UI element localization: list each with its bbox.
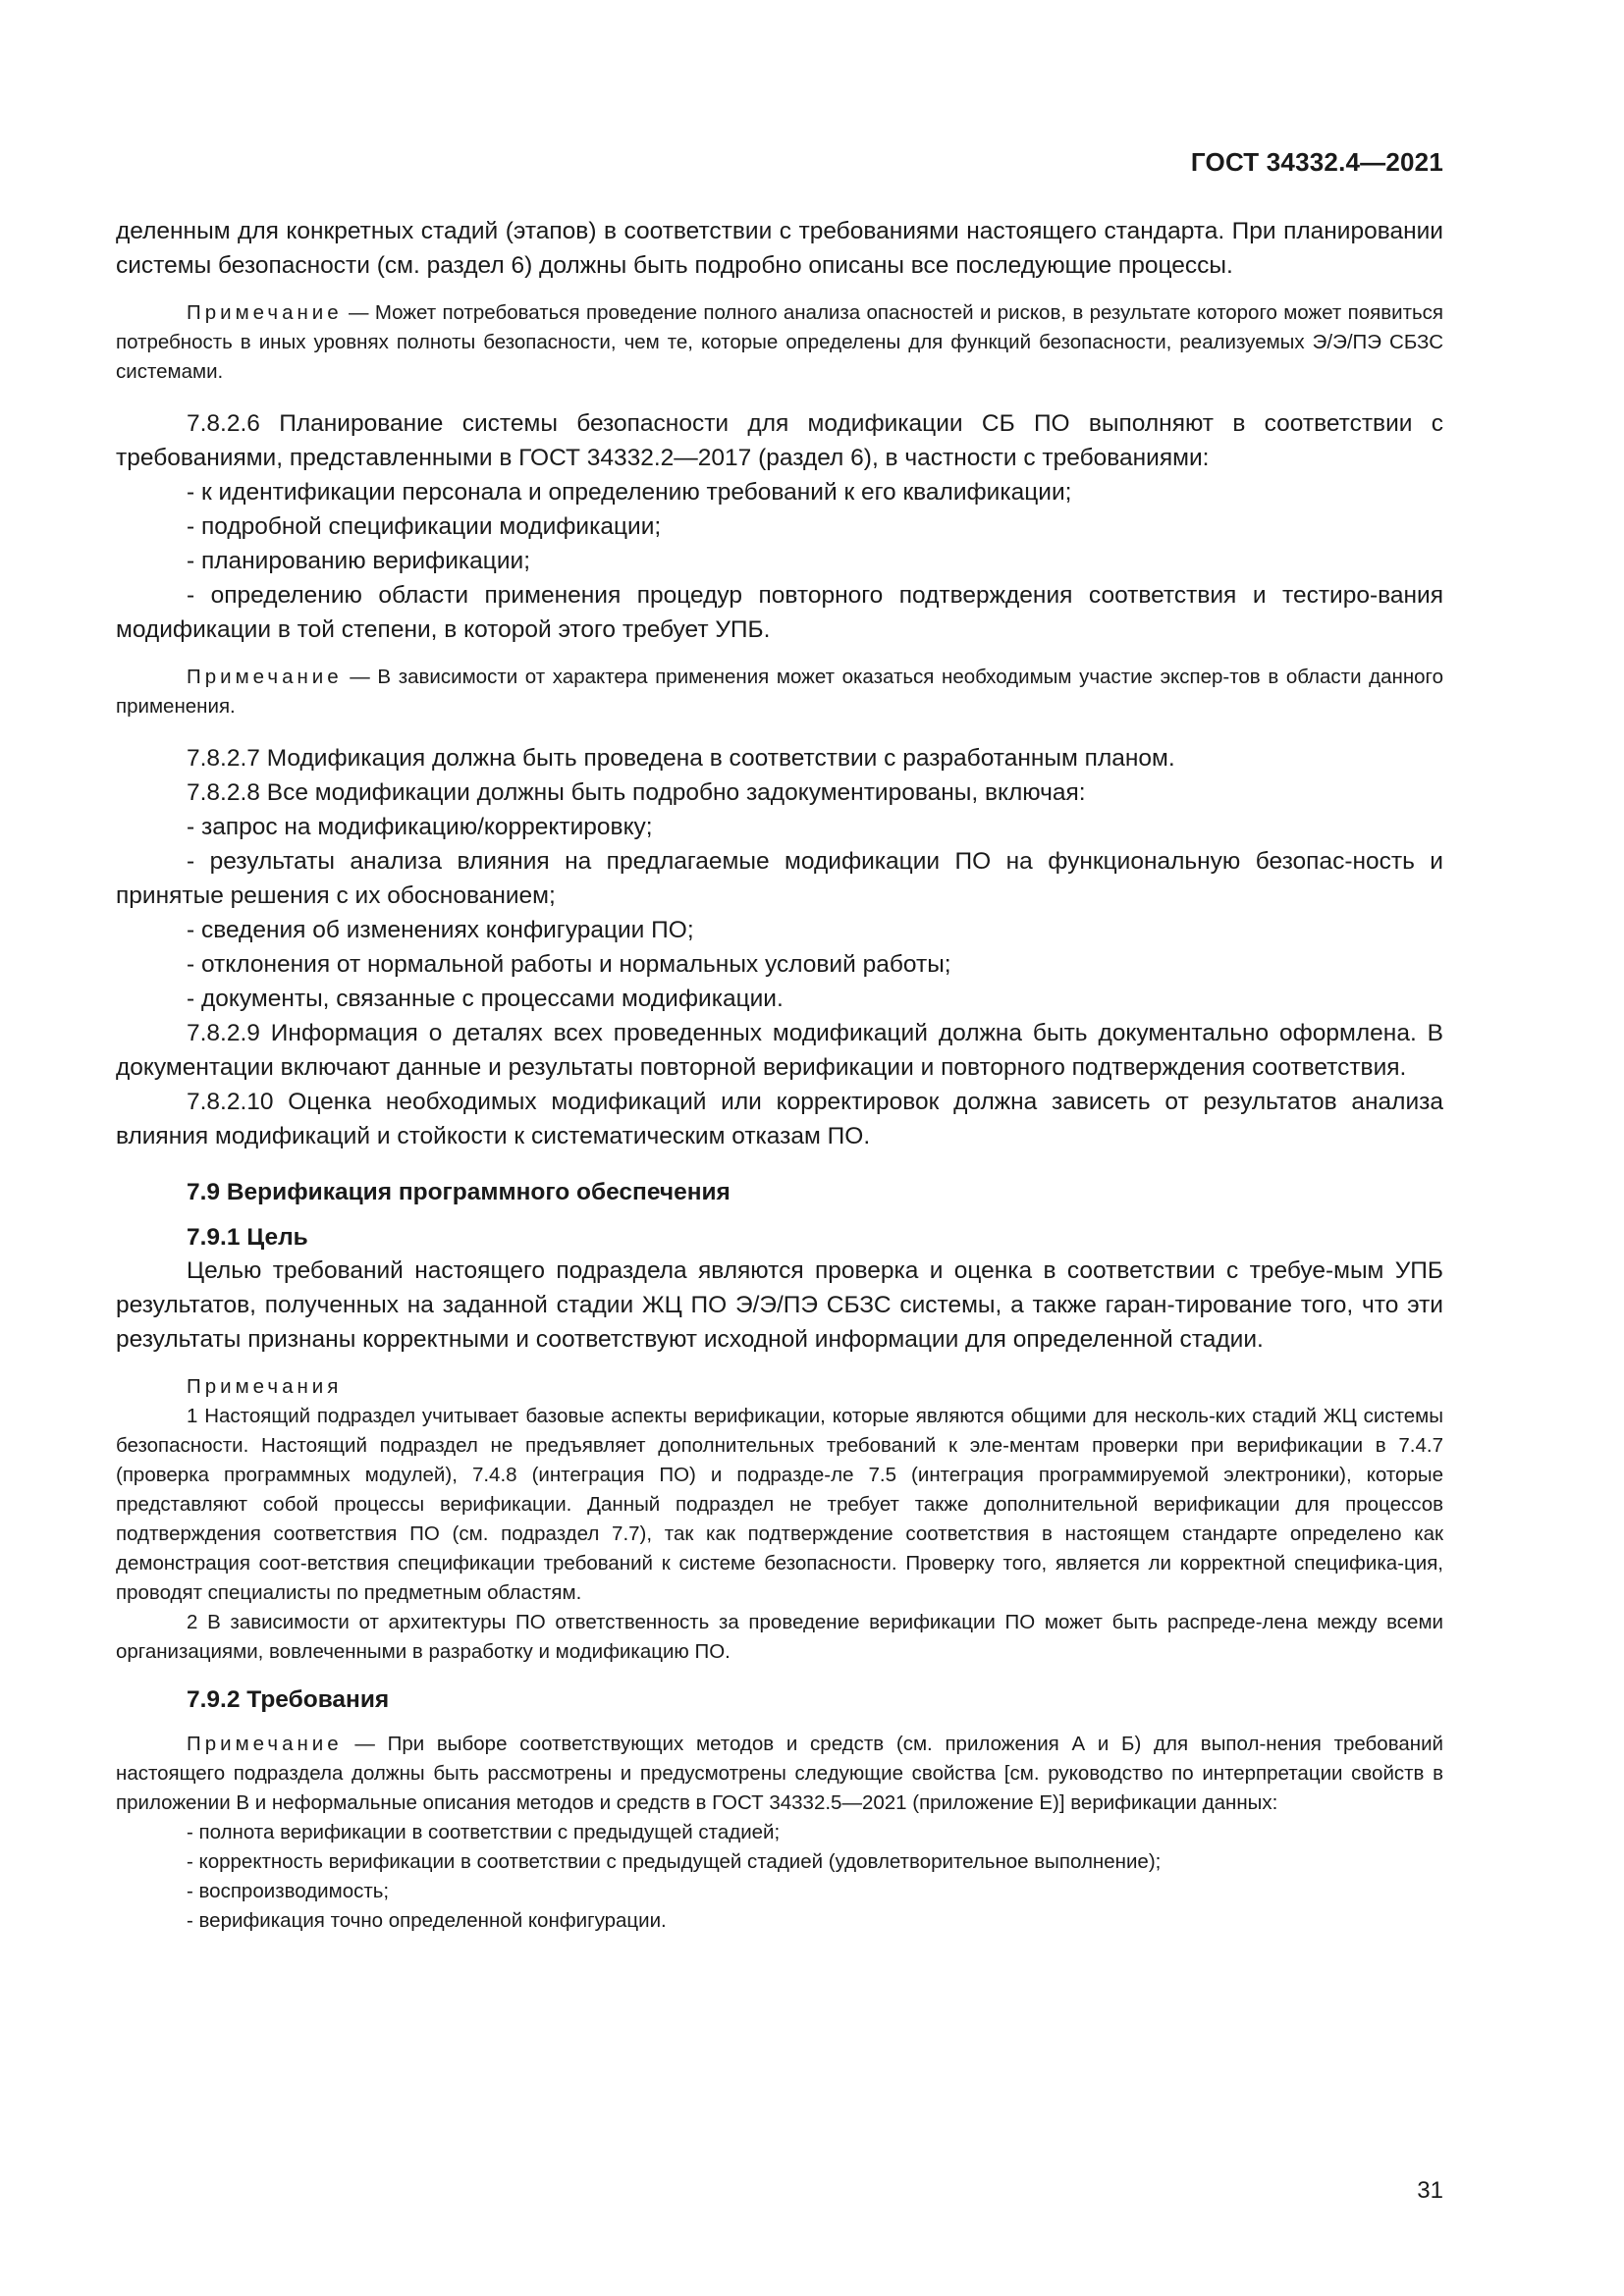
list-item: - сведения об изменениях конфигурации ПО; — [187, 917, 694, 943]
list-item: - корректность верификации в соответствии с предыдущей стадией (удовлетворительное выполнение); — [187, 1850, 1162, 1873]
section-title-7-9: 7.9 Верификация программного обеспечения — [187, 1179, 731, 1205]
note-label: Примечание — [187, 301, 343, 324]
note-label: Примечание — [187, 666, 343, 688]
clause-7-8-2-8: 7.8.2.8 Все модификации должны быть подробно задокументированы, включая: — [187, 779, 1086, 806]
subsection-title-7-9-2: 7.9.2 Требования — [187, 1686, 390, 1713]
list-item: - отклонения от нормальной работы и нормальных условий работы; — [187, 951, 951, 978]
note-label: Примечание — [187, 1733, 343, 1755]
intro-paragraph: деленным для конкретных стадий (этапов) в соответствии с требованиями настоящего стандарта. При планировании системы безопасности (см. раздел 6) должны быть подробно описаны все последующие процессы. — [116, 218, 1443, 279]
list-item: - полнота верификации в соответствии с предыдущей стадией; — [187, 1821, 781, 1843]
list-item: - верификация точно определенной конфигурации. — [187, 1909, 667, 1932]
note-item: 2 В зависимости от архитектуры ПО ответственность за проведение верификации ПО может быть распреде-лена между всеми организациями, вовлеченными в разработку и модификацию ПО. — [116, 1611, 1443, 1663]
clause-7-8-2-9: 7.8.2.9 Информация о деталях всех проведенных модификаций должна быть документально оформлена. В документации включают данные и результаты повторной верификации и повторного подтверждения соответствия. — [116, 1020, 1443, 1081]
clause-7-8-2-6: 7.8.2.6 Планирование системы безопасности для модификации СБ ПО выполняют в соответствии с требованиями, представленными в ГОСТ 34332.2—2017 (раздел 6), в частности с требованиями: — [116, 410, 1443, 471]
list-item: - к идентификации персонала и определению требований к его квалификации; — [187, 479, 1072, 506]
list-item: - документы, связанные с процессами модификации. — [187, 986, 784, 1012]
clause-7-8-2-7: 7.8.2.7 Модификация должна быть проведена в соответствии с разработанным планом. — [187, 745, 1175, 772]
list-item: - запрос на модификацию/корректировку; — [187, 814, 653, 840]
notes-label: Примечания — [187, 1375, 343, 1398]
list-item: - результаты анализа влияния на предлагаемые модификации ПО на функциональную безопас-ность и принятые решения с их обоснованием; — [116, 848, 1443, 909]
standard-header: ГОСТ 34332.4—2021 — [1190, 147, 1443, 177]
note-text: — В зависимости от характера применения может оказаться необходимым участие экспер-тов в области данного применения. — [116, 666, 1443, 718]
note-text: — Может потребоваться проведение полного анализа опасностей и рисков, в результате которого может появиться потребность в иных уровнях полноты безопасности, чем те, которые определены для функций безопасности, реализуемых Э/Э/ПЭ СБЗС системами. — [116, 301, 1443, 383]
note-text: — При выборе соответствующих методов и средств (см. приложения А и Б) для выпол-нения требований настоящего подраздела должны быть рассмотрены и предусмотрены следующие свойства [см. руководство по интерпретации свойств в приложении В и неформальные описания методов и средств в ГОСТ 34332.5—2021 (приложение Е)] верификации данных: — [116, 1733, 1443, 1814]
list-item: - воспроизводимость; — [187, 1880, 390, 1902]
list-item: - планированию верификации; — [187, 548, 530, 574]
clause-7-8-2-10: 7.8.2.10 Оценка необходимых модификаций или корректировок должна зависеть от результатов анализа влияния модификаций и стойкости к систематическим отказам ПО. — [116, 1089, 1443, 1149]
list-item: - определению области применения процедур повторного подтверждения соответствия и тестиро-вания модификации в той степени, в которой этого требует УПБ. — [116, 582, 1443, 643]
note-7-9-2 — [116, 1730, 1443, 1936]
page-number: 31 — [1417, 2177, 1443, 2204]
subsection-7-9-1-text: Целью требований настоящего подраздела являются проверка и оценка в соответствии с требуе-мым УПБ результатов, полученных на заданной стадии ЖЦ ПО Э/Э/ПЭ СБЗС системы, а также гаран-тирование того, что эти результаты признаны корректными и соответствуют исходной информации для определенной стадии. — [116, 1257, 1443, 1353]
note-item: 1 Настоящий подраздел учитывает базовые аспекты верификации, которые являются общими для несколь-ких стадий ЖЦ системы безопасности. Настоящий подраздел не предъявляет дополнительных требований к эле-ментам проверки при верификации в 7.4.7 (проверка программных модулей), 7.4.8 (интеграция ПО) и подразде-ле 7.5 (интеграция программируемой электроники), которые представляют собой процессы верификации. Данный подраздел не требует также дополнительной верификации для процессов подтверждения соответствия ПО (см. подраздел 7.7), так как подтверждение соответствия в настоящем стандарте определено как демонстрация соот-ветствия спецификации требований к системе безопасности. Проверку того, является ли корректной специфика-ция, проводят специалисты по предметным областям. — [116, 1405, 1443, 1604]
page-content — [116, 214, 1443, 1955]
notes-7-9-1 — [116, 1372, 1443, 1667]
list-item: - подробной спецификации модификации; — [187, 513, 662, 540]
note-2 — [116, 663, 1443, 721]
note-1 — [116, 298, 1443, 387]
subsection-title-7-9-1: 7.9.1 Цель — [187, 1224, 308, 1251]
